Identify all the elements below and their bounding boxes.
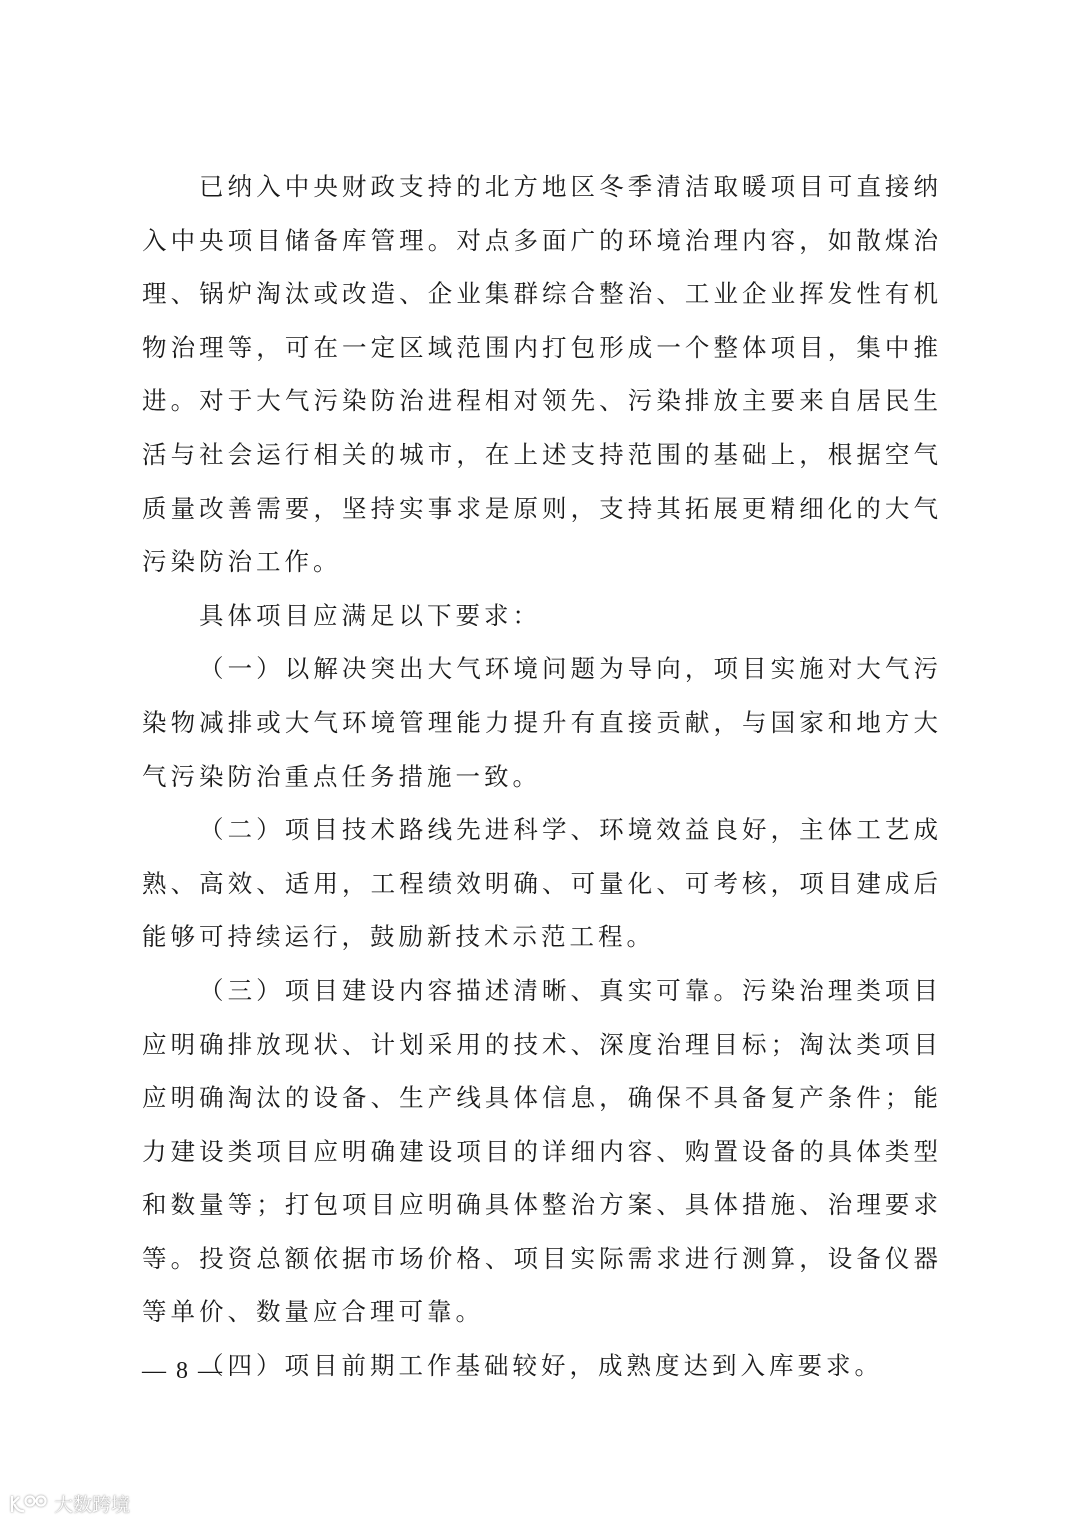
watermark-text: 大数跨境 xyxy=(54,1494,131,1516)
paragraph-requirement-4: （四）项目前期工作基础较好，成熟度达到入库要求。 xyxy=(199,1351,883,1381)
document-body xyxy=(142,160,942,1393)
paragraph-requirement-3: （三）项目建设内容描述清晰、真实可靠。污染治理类项目应明确排放现状、计划采用的技术、深度治理目标；淘汰类项目应明确淘汰的设备、生产线具体信息，确保不具备复产条件；能力建设类项目应明确建设项目的详细内容、购置设备的具体类型和数量等；打包项目应明确具体整治方案、具体措施、治理要求等。投资总额依据市场价格、项目实际需求进行测算，设备仪器等单价、数量应合理可靠。 xyxy=(142,975,942,1327)
watermark xyxy=(8,1490,130,1517)
paragraph-requirements-heading: 具体项目应满足以下要求： xyxy=(199,600,541,630)
k100-logo-icon xyxy=(8,1492,50,1516)
paragraph-requirement-2: （二）项目技术路线先进科学、环境效益良好，主体工艺成熟、高效、适用，工程绩效明确、可量化、可考核，项目建成后能够可持续运行，鼓励新技术示范工程。 xyxy=(142,815,942,952)
paragraph-requirement-1: （一）以解决突出大气环境问题为导向，项目实施对大气污染物减排或大气环境管理能力提升有直接贡献，与国家和地方大气污染防治重点任务措施一致。 xyxy=(142,654,942,791)
page-number: — 8 — xyxy=(142,1358,224,1384)
paragraph-intro: 已纳入中央财政支持的北方地区冬季清洁取暖项目可直接纳入中央项目储备库管理。对点多面广的环境治理内容，如散煤治理、锅炉淘汰或改造、企业集群综合整治、工业企业挥发性有机物治理等，可在一定区域范围内打包形成一个整体项目，集中推进。对于大气污染防治进程相对领先、污染排放主要来自居民生活与社会运行相关的城市，在上述支持范围的基础上，根据空气质量改善需要，坚持实事求是原则，支持其拓展更精细化的大气污染防治工作。 xyxy=(142,172,942,577)
